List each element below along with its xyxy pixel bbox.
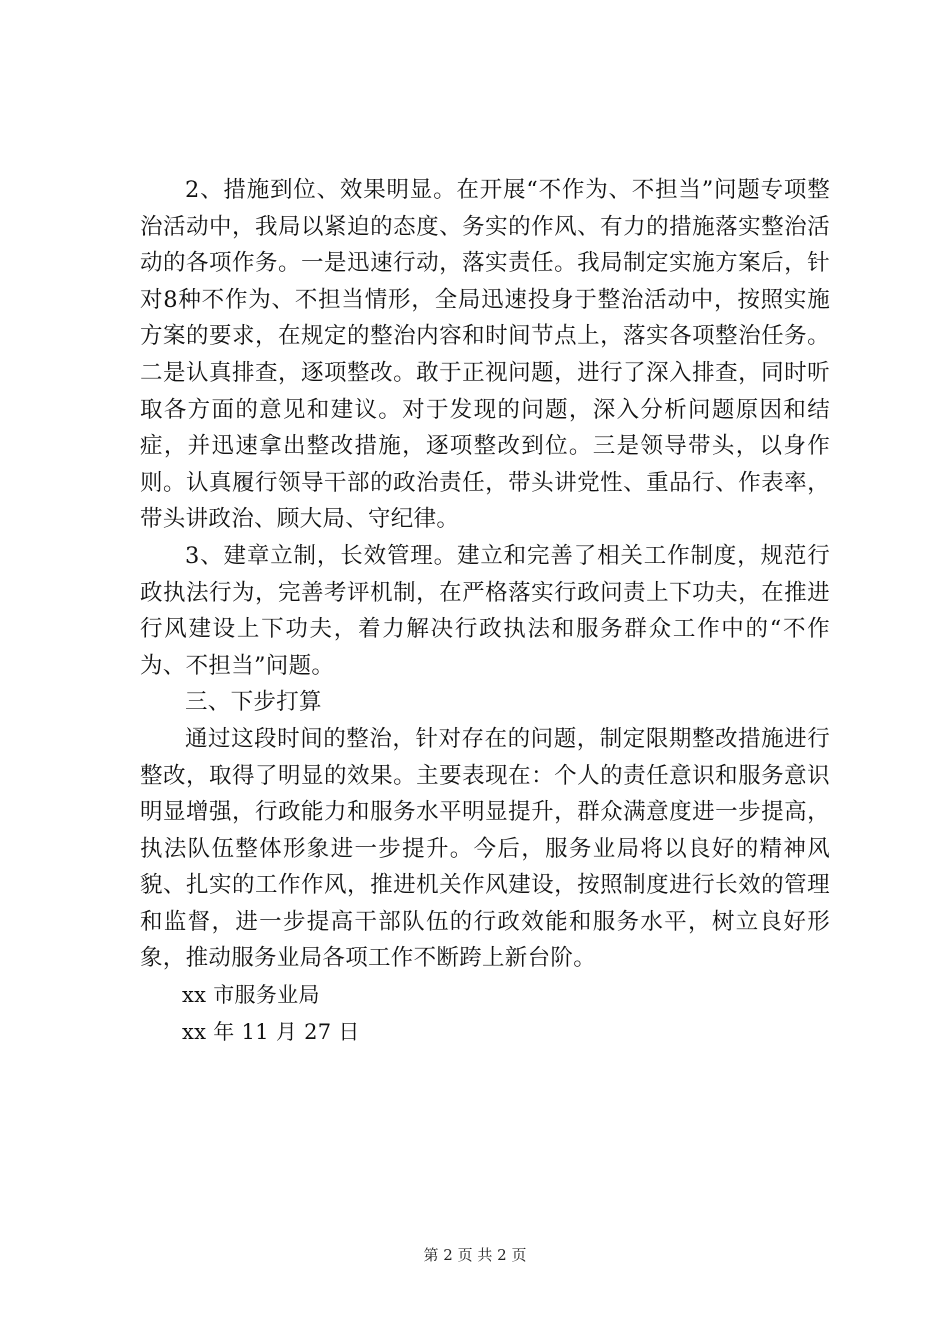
signature-date: xx 年 11 月 27 日 — [182, 1019, 360, 1044]
document-body — [140, 172, 830, 1050]
paragraph-measures: 2、措施到位、效果明显。在开展“不作为、不担当”问题专项整治活动中，我局以紧迫的态度、务实的作风、有力的措施落实整治活动的各项作务。一是迅速行动，落实责任。我局制定实施方案后，针对8种不作为、不担当情形，全局迅速投身于整治活动中，按照实施方案的要求，在规定的整治内容和时间节点上，落实各项整治任务。二是认真排查，逐项整改。敢于正视问题，进行了深入排查，同时听取各方面的意见和建议。对于发现的问题，深入分析问题原因和结症，并迅速拿出整改措施，逐项整改到位。三是领导带头，以身作则。认真履行领导干部的政治责任，带头讲党性、重品行、作表率，带头讲政治、顾大局、守纪律。 — [140, 177, 830, 533]
page-footer — [0, 1245, 950, 1265]
signature-organization: xx 市服务业局 — [182, 983, 320, 1008]
paragraph-institutions: 3、建章立制，长效管理。建立和完善了相关工作制度，规范行政执法行为，完善考评机制，在严格落实行政问责上下功夫，在推进行风建设上下功夫，着力解决行政执法和服务群众工作中的“不作为、不担当”问题。 — [140, 542, 830, 679]
page-number-label: 第 2 页 共 2 页 — [423, 1246, 527, 1264]
section-heading-next-steps: 三、下步打算 — [185, 689, 322, 716]
paragraph-next-steps: 通过这段时间的整治，针对存在的问题，制定限期整改措施进行整改，取得了明显的效果。主要表现在：个人的责任意识和服务意识明显增强，行政能力和服务水平明显提升，群众满意度进一步提高，执法队伍整体形象进一步提升。今后，服务业局将以良好的精神风貌、扎实的工作作风，推进机关作风建设，按照制度进行长效的管理和监督，进一步提高干部队伍的行政效能和服务水平，树立良好形象，推动服务业局各项工作不断跨上新台阶。 — [140, 725, 830, 972]
